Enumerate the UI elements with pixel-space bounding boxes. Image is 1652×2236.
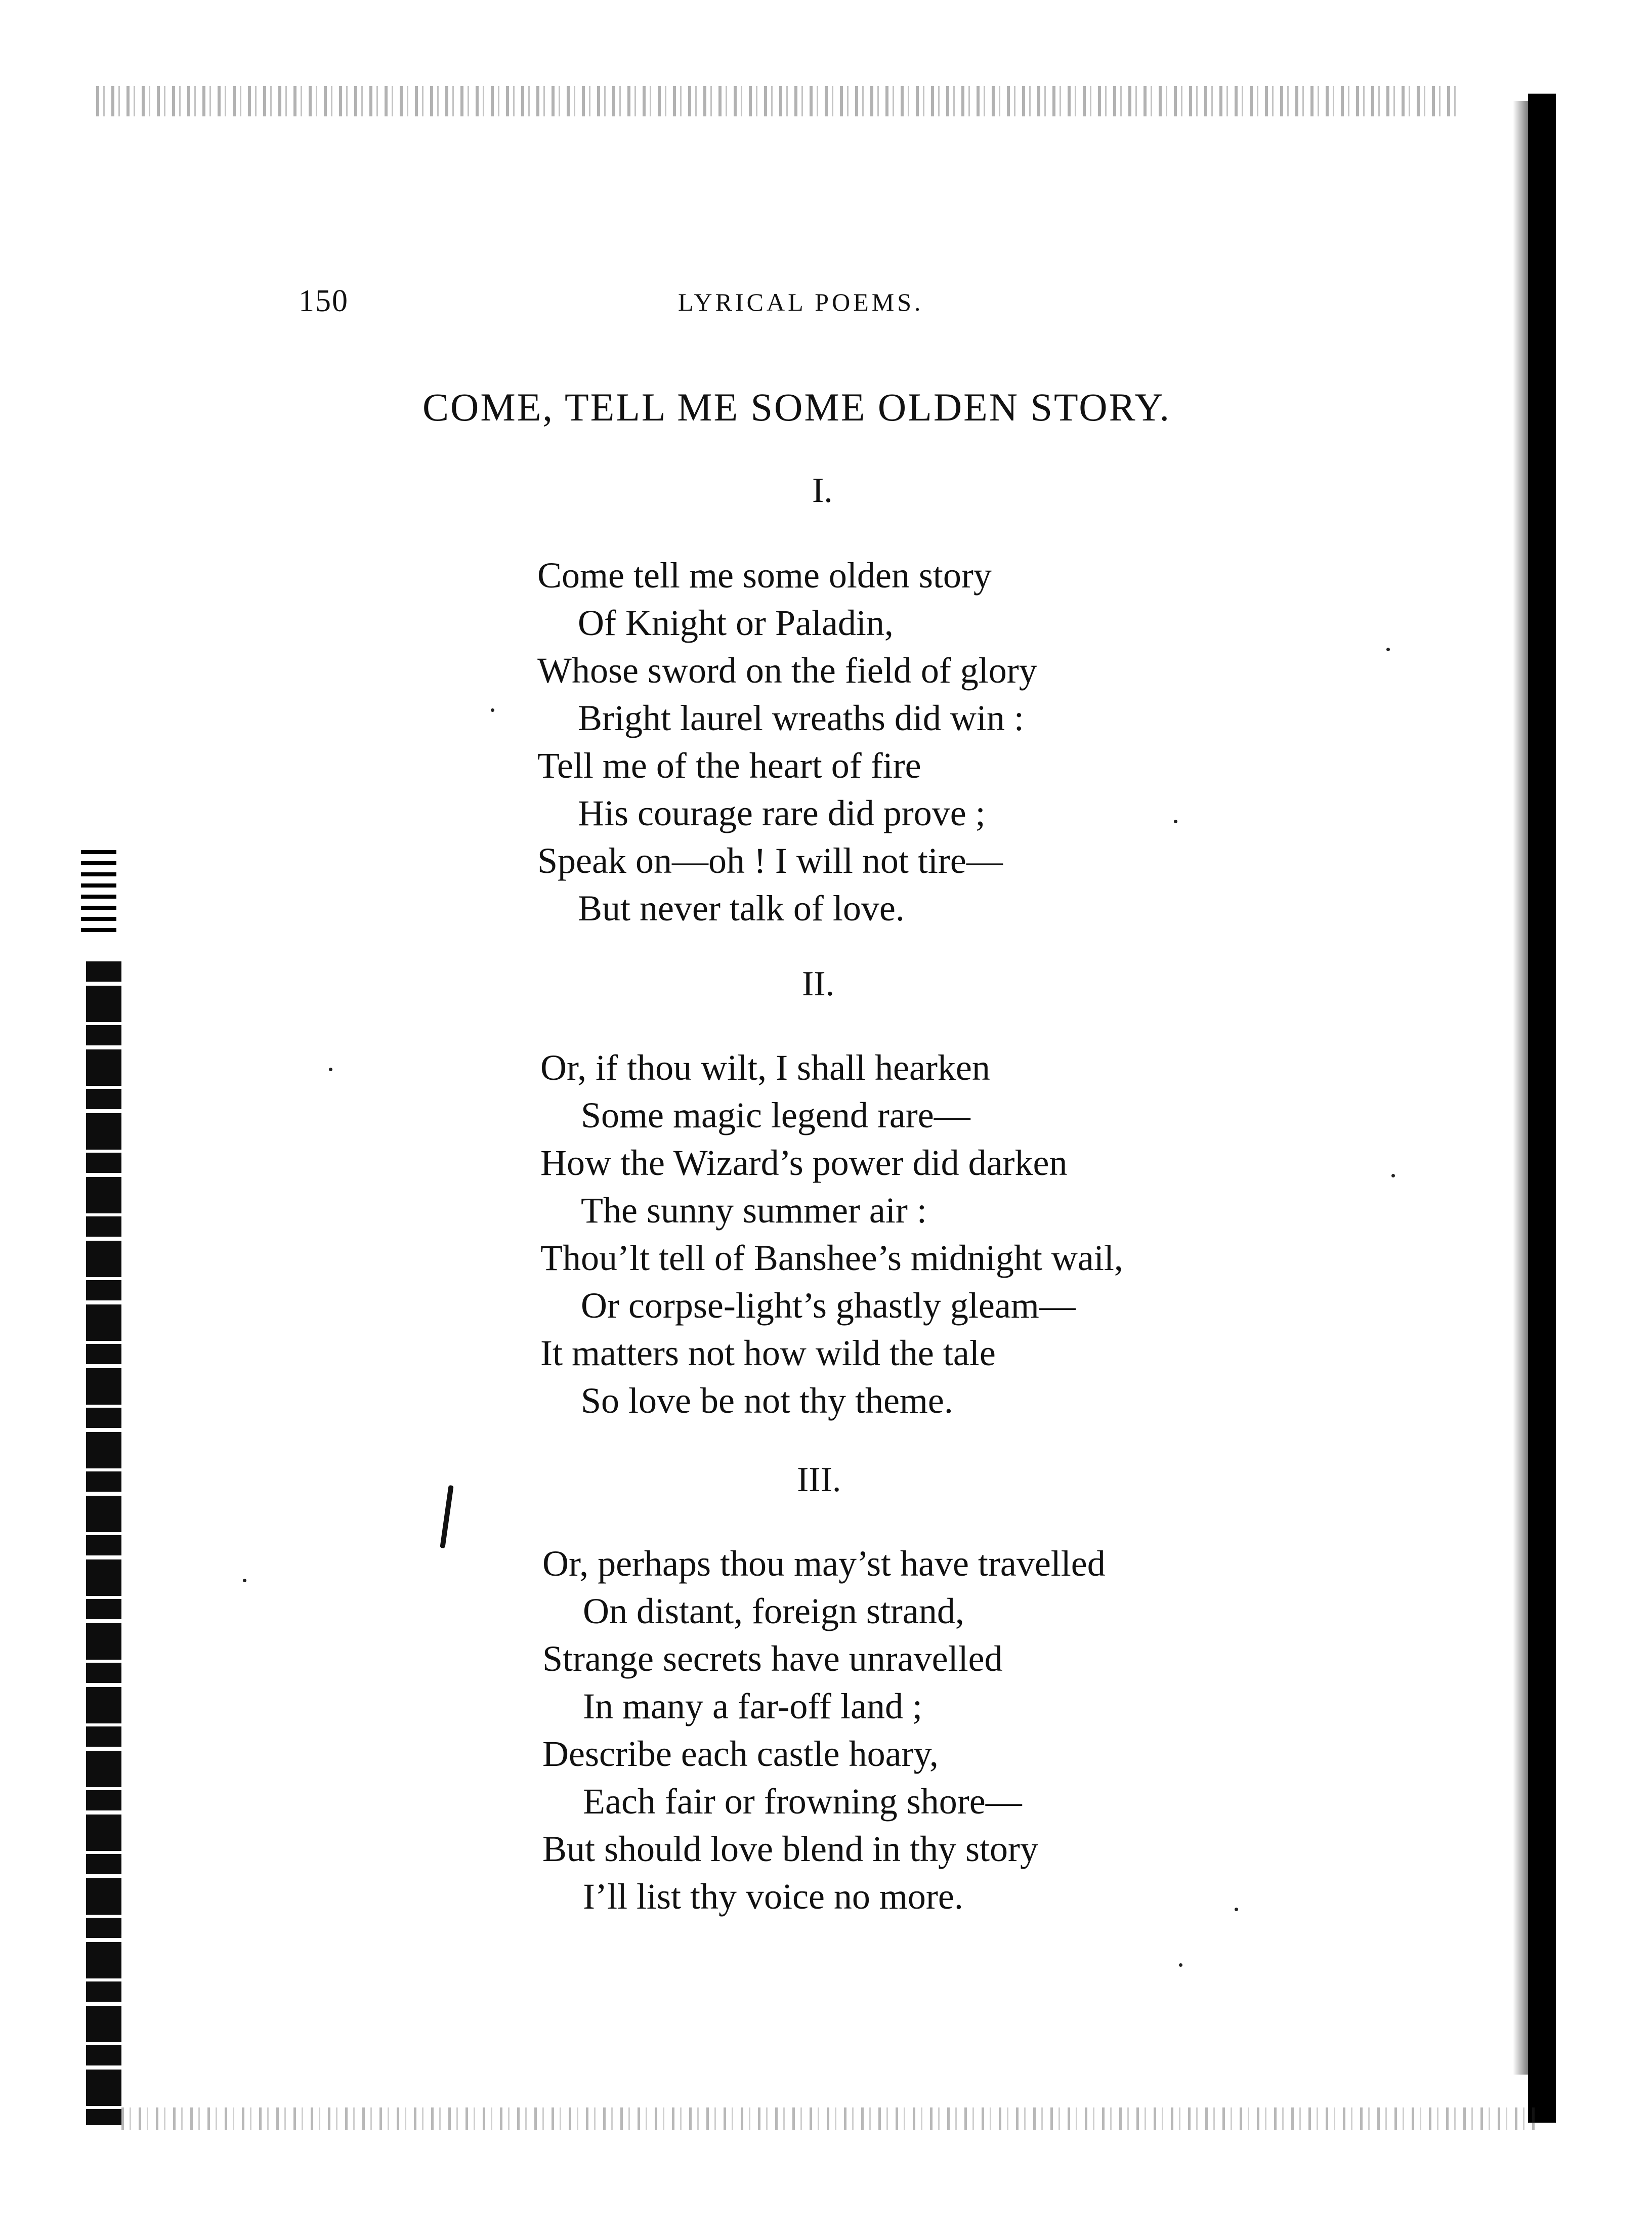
poem-line: Speak on—oh ! I will not tire—: [537, 840, 1003, 881]
poem-line: But never talk of love.: [578, 888, 905, 929]
poem-line: Strange secrets have unravelled: [542, 1638, 1003, 1679]
speck: [243, 1579, 246, 1582]
poem-line: Come tell me some olden story: [537, 555, 992, 596]
speck: [1235, 1908, 1238, 1911]
stanza: [540, 1044, 1123, 1424]
scan-edge-right-shadow: [1513, 101, 1529, 2075]
page-number: 150: [299, 284, 349, 318]
scan-edge-left-ticks: [81, 850, 116, 936]
poem-line: But should love blend in thy story: [542, 1829, 1038, 1869]
poem-line: In many a far-off land ;: [583, 1686, 922, 1726]
running-title: LYRICAL POEMS.: [678, 288, 924, 316]
speck: [1391, 1174, 1395, 1177]
running-head: [299, 283, 966, 319]
poem-line: Of Knight or Paladin,: [578, 603, 894, 643]
poem-line: Bright laurel wreaths did win :: [578, 698, 1024, 738]
poem-line: On distant, foreign strand,: [583, 1591, 964, 1631]
stanza-numeral: III.: [797, 1460, 841, 1499]
poem-line: Describe each castle hoary,: [542, 1734, 939, 1774]
poem-line: I’ll list thy voice no more.: [583, 1876, 963, 1917]
poem-line: Tell me of the heart of fire: [537, 745, 921, 786]
poem-title: COME, TELL ME SOME OLDEN STORY.: [422, 385, 1171, 429]
speck: [491, 708, 494, 712]
scan-edge-right: [1528, 94, 1556, 2123]
poem-line: Some magic legend rare—: [581, 1095, 970, 1135]
speck: [1386, 648, 1390, 651]
stanza: [537, 552, 1037, 932]
poem-line: Or corpse-light’s ghastly gleam—: [581, 1285, 1076, 1326]
scan-edge-top: [96, 86, 1462, 116]
stanza-numeral: I.: [812, 471, 833, 510]
stanza: [542, 1540, 1106, 1920]
poem-line: Each fair or frowning shore—: [583, 1781, 1022, 1822]
poem-line: It matters not how wild the tale: [540, 1333, 996, 1373]
poem-line: Whose sword on the field of glory: [537, 650, 1037, 691]
speck: [329, 1068, 332, 1071]
scan-edge-bottom: [121, 2107, 1538, 2130]
poem-line: His courage rare did prove ;: [578, 793, 986, 833]
speck: [1179, 1963, 1182, 1967]
stray-pen-mark: [440, 1485, 453, 1548]
speck: [1174, 820, 1177, 823]
poem-line: Or, perhaps thou may’st have travelled: [542, 1543, 1106, 1584]
scan-edge-left: [86, 961, 121, 2125]
poem-line: The sunny summer air :: [581, 1190, 927, 1231]
poem-line: Or, if thou wilt, I shall hearken: [540, 1047, 990, 1088]
poem-line: Thou’lt tell of Banshee’s midnight wail,: [540, 1238, 1123, 1278]
poem-line: So love be not thy theme.: [581, 1380, 953, 1421]
poem-line: How the Wizard’s power did darken: [540, 1143, 1068, 1183]
stanza-numeral: II.: [802, 964, 835, 1003]
